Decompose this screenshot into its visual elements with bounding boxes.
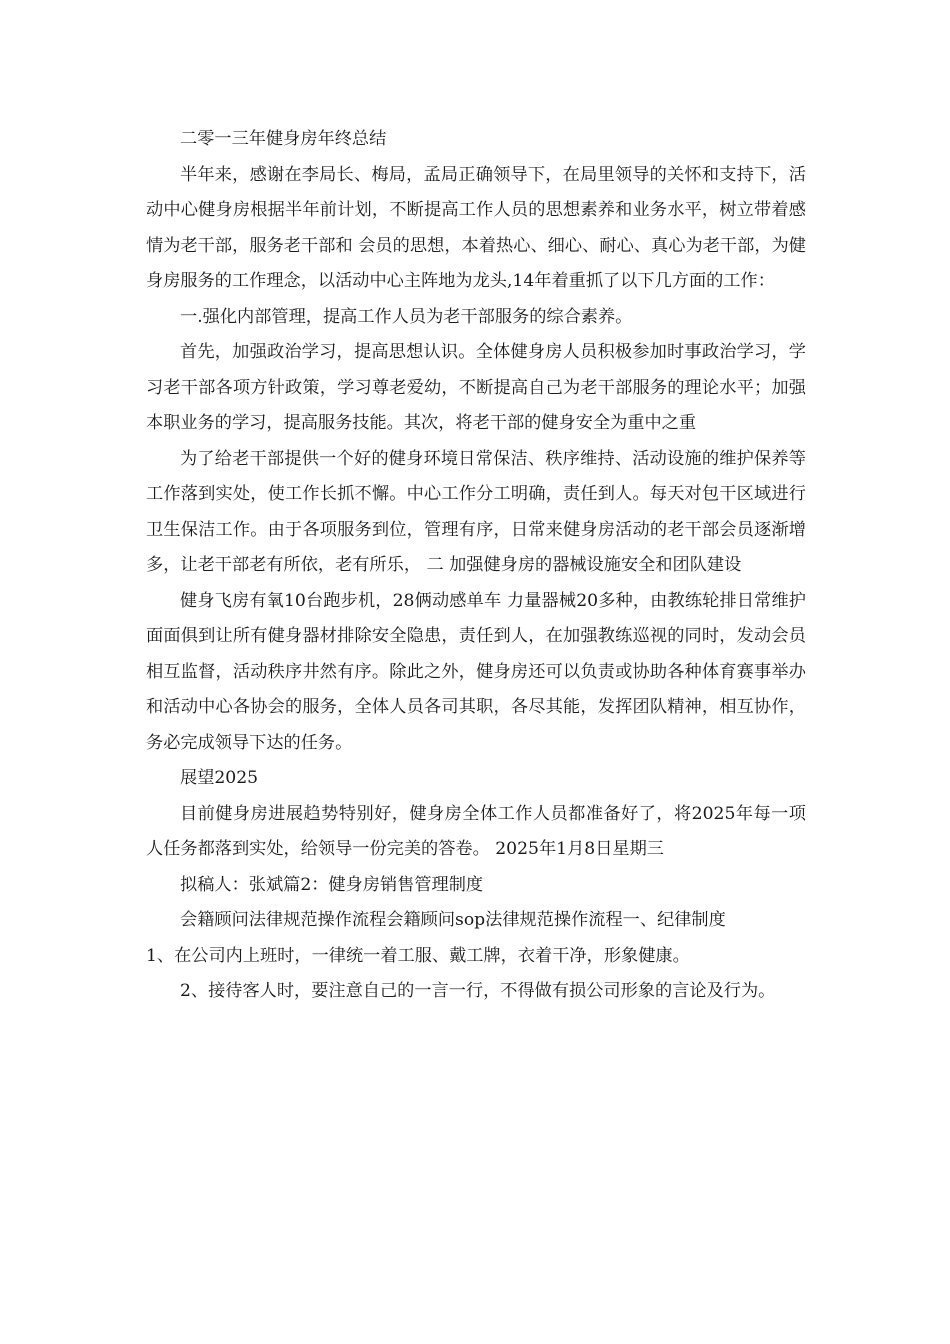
paragraph-sop-heading: 会籍顾问法律规范操作流程会籍顾问sop法律规范操作流程一、纪律制度 [180, 910, 726, 930]
paragraph-rule-1: 1、在公司内上班时，一律统一着工服、戴工牌，衣着干净，形象健康。 [146, 945, 690, 966]
paragraph-rule-2: 2、接待客人时，要注意自己的一言一行，不得做有损公司形象的言论及行为。 [180, 981, 776, 1001]
paragraph-author: 拟稿人：张斌篇2：健身房销售管理制度 [180, 874, 484, 895]
paragraph-intro: 半年来，感谢在李局长、梅局，孟局正确领导下，在局里领导的关怀和支持下，活动中心健身房根据半年前计划，不断提高工作人员的思想素养和业务水平，树立带着感情为老干部，服务老干部和 会员的思想，本着热心、细心、耐心、真心为老干部，为健身房服务的工作理念，以活动中心主阵地为龙头,14年着重抓了以下几方面的工作： [146, 164, 806, 291]
paragraph-equipment: 健身飞房有氧10台跑步机，28俩动感单车 力量器械20多种，由教练轮排日常维护面面俱到让所有健身器材排除安全隐患，责任到人，在加强教练巡视的同时，发动会员相互监督，活动秩序井然有序。除此之外，健身房还可以负责或协助各种体育赛事举办和活动中心各协会的服务，全体人员各司其职，各尽其能，发挥团队精神，相互协作，务必完成领导下达的任务。 [146, 590, 806, 753]
paragraph-environment: 为了给老干部提供一个好的健身环境日常保洁、秩序维持、活动设施的维护保养等工作落到实处，使工作长抓不懈。中心工作分工明确，责任到人。每天对包干区域进行卫生保洁工作。由于各项服务到位，管理有序，日常来健身房活动的老干部会员逐渐增多，让老干部老有所依，老有所乐， 二 加强健身房的器械设施安全和团队建设 [146, 448, 806, 575]
paragraph-political-study: 首先，加强政治学习，提高思想认识。全体健身房人员积极参加时事政治学习，学习老干部各项方针政策，学习尊老爱幼，不断提高自己为老干部服务的理论水平；加强本职业务的学习，提高服务技能。其次，将老干部的健身安全为重中之重 [146, 342, 806, 433]
section-heading-internal-management: 一.强化内部管理，提高工作人员为老干部服务的综合素养。 [180, 306, 633, 327]
document-body [146, 122, 806, 1010]
section-heading-outlook: 展望2025 [180, 768, 259, 788]
document-title: 二零一三年健身房年终总结 [180, 129, 387, 149]
paragraph-outlook: 目前健身房进展趋势特别好，健身房全体工作人员都准备好了，将2025年每一项人任务都落到实处，给领导一份完美的答卷。 2025年1月8日星期三 [146, 803, 806, 859]
